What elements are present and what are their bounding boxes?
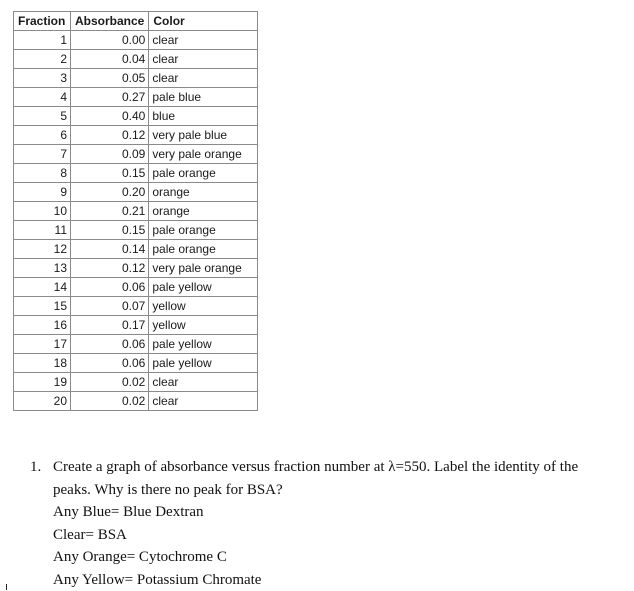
cell-fraction: 18 — [14, 354, 71, 373]
cell-fraction: 14 — [14, 278, 71, 297]
cell-color: orange — [149, 202, 258, 221]
cell-absorbance: 0.09 — [71, 145, 149, 164]
cell-absorbance: 0.06 — [71, 335, 149, 354]
cell-fraction: 19 — [14, 373, 71, 392]
table-row — [14, 202, 258, 221]
table-row — [14, 373, 258, 392]
cell-absorbance: 0.27 — [71, 88, 149, 107]
table-row — [14, 316, 258, 335]
cell-fraction: 9 — [14, 183, 71, 202]
cell-color: clear — [149, 392, 258, 411]
cell-absorbance: 0.15 — [71, 164, 149, 183]
cell-fraction: 2 — [14, 50, 71, 69]
cell-fraction: 3 — [14, 69, 71, 88]
cell-color: pale blue — [149, 88, 258, 107]
question-body — [53, 456, 630, 591]
table-row — [14, 126, 258, 145]
cell-color: yellow — [149, 316, 258, 335]
table-row — [14, 335, 258, 354]
cell-color: orange — [149, 183, 258, 202]
cell-absorbance: 0.14 — [71, 240, 149, 259]
cell-absorbance: 0.20 — [71, 183, 149, 202]
cell-absorbance: 0.17 — [71, 316, 149, 335]
table-row — [14, 145, 258, 164]
cell-absorbance: 0.00 — [71, 31, 149, 50]
cell-absorbance: 0.15 — [71, 221, 149, 240]
cell-color: pale yellow — [149, 278, 258, 297]
cell-fraction: 12 — [14, 240, 71, 259]
cell-color: clear — [149, 50, 258, 69]
legend-line-yellow: Any Yellow= Potassium Chromate — [53, 569, 630, 591]
cell-fraction: 6 — [14, 126, 71, 145]
table-row — [14, 297, 258, 316]
cell-fraction: 7 — [14, 145, 71, 164]
cell-color: clear — [149, 69, 258, 88]
question-line: peaks. Why is there no peak for BSA? — [53, 479, 630, 502]
cell-fraction: 11 — [14, 221, 71, 240]
table-row — [14, 259, 258, 278]
header-fraction: Fraction — [14, 12, 71, 31]
cell-absorbance: 0.06 — [71, 278, 149, 297]
cell-color: very pale blue — [149, 126, 258, 145]
table-row — [14, 69, 258, 88]
table-body — [14, 31, 258, 411]
table-row — [14, 221, 258, 240]
cell-absorbance: 0.04 — [71, 50, 149, 69]
cell-fraction: 16 — [14, 316, 71, 335]
cell-color: very pale orange — [149, 145, 258, 164]
cell-fraction: 13 — [14, 259, 71, 278]
legend-line-clear: Clear= BSA — [53, 524, 630, 547]
cell-fraction: 1 — [14, 31, 71, 50]
page-margin-mark — [6, 584, 7, 590]
cell-color: very pale orange — [149, 259, 258, 278]
cell-color: yellow — [149, 297, 258, 316]
cell-absorbance: 0.12 — [71, 259, 149, 278]
cell-color: pale orange — [149, 221, 258, 240]
cell-absorbance: 0.12 — [71, 126, 149, 145]
table-row — [14, 354, 258, 373]
cell-color: pale yellow — [149, 354, 258, 373]
cell-fraction: 17 — [14, 335, 71, 354]
cell-absorbance: 0.05 — [71, 69, 149, 88]
cell-color: pale yellow — [149, 335, 258, 354]
cell-absorbance: 0.02 — [71, 392, 149, 411]
cell-absorbance: 0.06 — [71, 354, 149, 373]
question-line: Create a graph of absorbance versus fraction number at λ=550. Label the identity of the — [53, 456, 630, 479]
table-row — [14, 278, 258, 297]
cell-color: clear — [149, 373, 258, 392]
cell-color: clear — [149, 31, 258, 50]
cell-absorbance: 0.21 — [71, 202, 149, 221]
table-row — [14, 183, 258, 202]
table-row — [14, 50, 258, 69]
table-row — [14, 31, 258, 50]
table-header-row — [14, 12, 258, 31]
fraction-data-table — [13, 11, 258, 411]
cell-absorbance: 0.40 — [71, 107, 149, 126]
question-number: 1. — [30, 456, 41, 479]
cell-color: blue — [149, 107, 258, 126]
question-block — [30, 456, 630, 591]
table-row — [14, 164, 258, 183]
cell-fraction: 8 — [14, 164, 71, 183]
cell-fraction: 15 — [14, 297, 71, 316]
cell-fraction: 5 — [14, 107, 71, 126]
cell-color: pale orange — [149, 240, 258, 259]
header-absorbance: Absorbance — [71, 12, 149, 31]
table-row — [14, 88, 258, 107]
table-row — [14, 240, 258, 259]
table-row — [14, 107, 258, 126]
cell-fraction: 20 — [14, 392, 71, 411]
cell-absorbance: 0.07 — [71, 297, 149, 316]
table-row — [14, 392, 258, 411]
cell-absorbance: 0.02 — [71, 373, 149, 392]
cell-color: pale orange — [149, 164, 258, 183]
legend-line-blue: Any Blue= Blue Dextran — [53, 501, 630, 524]
legend-line-orange: Any Orange= Cytochrome C — [53, 546, 630, 569]
cell-fraction: 4 — [14, 88, 71, 107]
header-color: Color — [149, 12, 258, 31]
cell-fraction: 10 — [14, 202, 71, 221]
